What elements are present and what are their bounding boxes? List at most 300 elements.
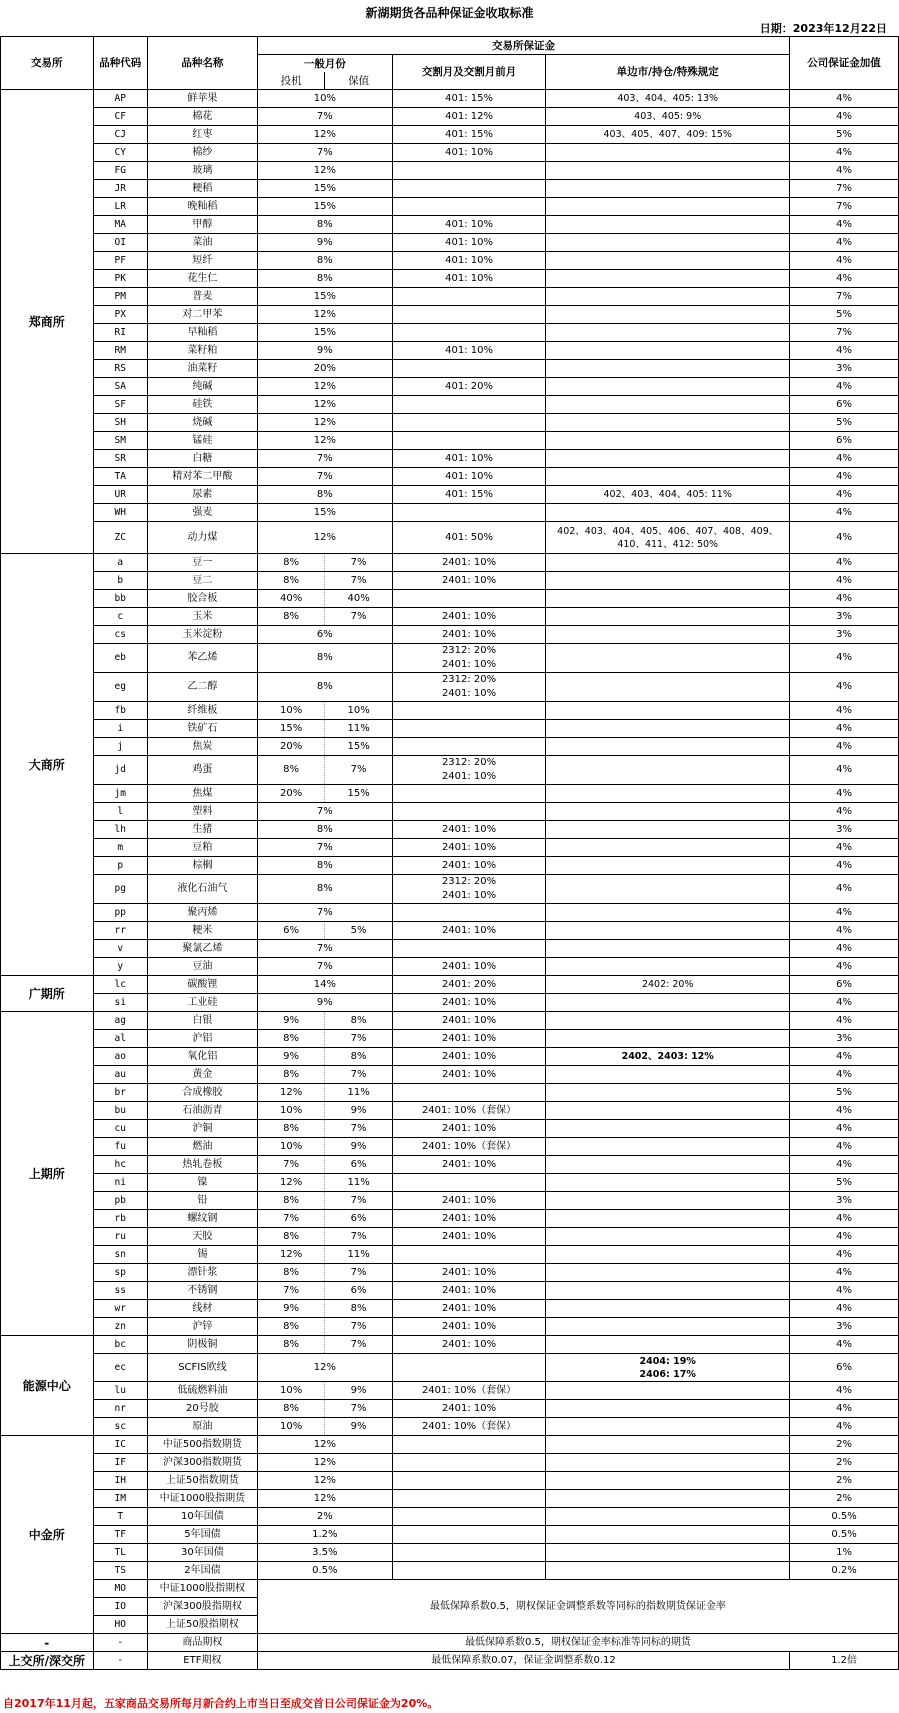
speculation-margin: 8% bbox=[257, 608, 324, 626]
product-code: rr bbox=[93, 922, 147, 940]
company-add: 4% bbox=[790, 940, 899, 958]
product-name: 甲醇 bbox=[147, 216, 257, 234]
speculation-margin: 7% bbox=[257, 1282, 324, 1300]
delivery-month-margin: 401: 50% bbox=[392, 522, 545, 554]
exchange-name: 上期所 bbox=[1, 1012, 94, 1336]
product-code: FG bbox=[93, 162, 147, 180]
product-code: HO bbox=[93, 1616, 147, 1634]
company-add: 4% bbox=[790, 108, 899, 126]
table-row bbox=[1, 468, 899, 486]
special-rule bbox=[546, 1174, 790, 1192]
speculation-margin: 6% bbox=[257, 922, 324, 940]
delivery-month-margin bbox=[392, 1544, 545, 1562]
product-code: bb bbox=[93, 590, 147, 608]
delivery-month-margin: 401: 10% bbox=[392, 450, 545, 468]
table-row bbox=[1, 1508, 899, 1526]
company-add: 4% bbox=[790, 162, 899, 180]
speculation-margin: 10% bbox=[257, 702, 324, 720]
company-add: 4% bbox=[790, 234, 899, 252]
company-add: 4% bbox=[790, 803, 899, 821]
delivery-month-margin: 2401: 10% bbox=[392, 821, 545, 839]
delivery-month-margin bbox=[392, 1526, 545, 1544]
delivery-month-margin: 2401: 10% bbox=[392, 554, 545, 572]
footer-note: 自2017年11月起，五家商品交易所每月新合约上市当日至成交首日公司保证金为20%。 bbox=[3, 1697, 439, 1710]
product-code: lc bbox=[93, 976, 147, 994]
product-name: 30年国债 bbox=[147, 1544, 257, 1562]
company-add: 4% bbox=[790, 1228, 899, 1246]
product-code: IM bbox=[93, 1490, 147, 1508]
special-rule bbox=[546, 1300, 790, 1318]
company-add: 4% bbox=[790, 1210, 899, 1228]
product-name: 沪深300指数期货 bbox=[147, 1454, 257, 1472]
product-code: ru bbox=[93, 1228, 147, 1246]
special-rule: 2404: 19% 2406: 17% bbox=[546, 1354, 790, 1382]
product-name: 中证1000股指期货 bbox=[147, 1490, 257, 1508]
table-row bbox=[1, 1436, 899, 1454]
general-margin: 6% bbox=[257, 626, 392, 644]
delivery-month-margin: 2401: 10% bbox=[392, 1030, 545, 1048]
product-code: nr bbox=[93, 1400, 147, 1418]
product-code: au bbox=[93, 1066, 147, 1084]
delivery-month-margin bbox=[392, 198, 545, 216]
hedge-margin: 8% bbox=[325, 1300, 392, 1318]
special-rule bbox=[546, 450, 790, 468]
company-add: 5% bbox=[790, 1084, 899, 1102]
product-name: 胶合板 bbox=[147, 590, 257, 608]
product-name: 花生仁 bbox=[147, 270, 257, 288]
special-rule bbox=[546, 554, 790, 572]
hedge-margin: 11% bbox=[325, 1246, 392, 1264]
company-add: 3% bbox=[790, 821, 899, 839]
product-code: OI bbox=[93, 234, 147, 252]
company-add: 4% bbox=[790, 839, 899, 857]
product-code: AP bbox=[93, 90, 147, 108]
general-margin: 12% bbox=[257, 1436, 392, 1454]
general-margin: 12% bbox=[257, 378, 392, 396]
speculation-margin: 9% bbox=[257, 1300, 324, 1318]
product-code: SA bbox=[93, 378, 147, 396]
speculation-margin: 8% bbox=[257, 572, 324, 590]
special-rule bbox=[546, 1318, 790, 1336]
special-rule: 403、404、405: 13% bbox=[546, 90, 790, 108]
exchange-name: 上交所/深交所 bbox=[1, 1652, 94, 1670]
table-row bbox=[1, 1490, 899, 1508]
company-add: 0.2% bbox=[790, 1562, 899, 1580]
table-row bbox=[1, 994, 899, 1012]
general-margin: 15% bbox=[257, 324, 392, 342]
company-add: 4% bbox=[790, 673, 899, 702]
table-row bbox=[1, 108, 899, 126]
special-rule bbox=[546, 785, 790, 803]
product-name: 红枣 bbox=[147, 126, 257, 144]
company-add: 4% bbox=[790, 857, 899, 875]
general-margin: 12% bbox=[257, 1490, 392, 1508]
speculation-margin: 8% bbox=[257, 1400, 324, 1418]
speculation-margin: 20% bbox=[257, 738, 324, 756]
delivery-month-margin: 401: 15% bbox=[392, 486, 545, 504]
hedge-margin: 6% bbox=[325, 1210, 392, 1228]
product-code: SM bbox=[93, 432, 147, 450]
product-code: ss bbox=[93, 1282, 147, 1300]
general-margin: 12% bbox=[257, 522, 392, 554]
special-rule bbox=[546, 1102, 790, 1120]
product-code: v bbox=[93, 940, 147, 958]
product-name: 白银 bbox=[147, 1012, 257, 1030]
delivery-month-margin: 2401: 10%（套保） bbox=[392, 1382, 545, 1400]
table-row bbox=[1, 126, 899, 144]
special-rule bbox=[546, 1264, 790, 1282]
speculation-margin: 10% bbox=[257, 1138, 324, 1156]
product-code: i bbox=[93, 720, 147, 738]
special-rule bbox=[546, 1526, 790, 1544]
special-rule bbox=[546, 324, 790, 342]
special-rule bbox=[546, 432, 790, 450]
product-code: TL bbox=[93, 1544, 147, 1562]
product-code: RI bbox=[93, 324, 147, 342]
general-margin: 12% bbox=[257, 396, 392, 414]
special-rule bbox=[546, 1472, 790, 1490]
hedge-margin: 7% bbox=[325, 1228, 392, 1246]
general-margin: 10% bbox=[257, 90, 392, 108]
company-add: 4% bbox=[790, 720, 899, 738]
table-row bbox=[1, 324, 899, 342]
company-add: 4% bbox=[790, 904, 899, 922]
product-code: c bbox=[93, 608, 147, 626]
table-row bbox=[1, 432, 899, 450]
hedge-margin: 11% bbox=[325, 1174, 392, 1192]
special-rule bbox=[546, 590, 790, 608]
product-code: IC bbox=[93, 1436, 147, 1454]
company-add: 4% bbox=[790, 1156, 899, 1174]
company-add: 4% bbox=[790, 1382, 899, 1400]
delivery-month-margin: 2401: 10% bbox=[392, 857, 545, 875]
table-row bbox=[1, 1354, 899, 1382]
product-code: - bbox=[93, 1634, 147, 1652]
special-rule bbox=[546, 378, 790, 396]
product-code: jd bbox=[93, 756, 147, 785]
special-rule bbox=[546, 234, 790, 252]
table-row bbox=[1, 1012, 899, 1030]
special-rule bbox=[546, 252, 790, 270]
speculation-margin: 8% bbox=[257, 1192, 324, 1210]
product-code: ao bbox=[93, 1048, 147, 1066]
product-name: 2年国债 bbox=[147, 1562, 257, 1580]
product-code: IH bbox=[93, 1472, 147, 1490]
delivery-month-margin: 2401: 10% bbox=[392, 994, 545, 1012]
delivery-month-margin bbox=[392, 738, 545, 756]
exchange-name: 广期所 bbox=[1, 976, 94, 1012]
delivery-month-margin bbox=[392, 940, 545, 958]
hedge-margin: 7% bbox=[325, 1336, 392, 1354]
delivery-month-margin: 2401: 10% bbox=[392, 1048, 545, 1066]
company-add: 4% bbox=[790, 504, 899, 522]
general-margin: 15% bbox=[257, 180, 392, 198]
special-rule bbox=[546, 720, 790, 738]
table-row bbox=[1, 720, 899, 738]
company-add: 4% bbox=[790, 468, 899, 486]
product-name: 乙二醇 bbox=[147, 673, 257, 702]
product-name: 合成橡胶 bbox=[147, 1084, 257, 1102]
exchange-name: - bbox=[1, 1634, 94, 1652]
table-row bbox=[1, 162, 899, 180]
delivery-month-margin: 2401: 10% bbox=[392, 1264, 545, 1282]
product-name: 玉米淀粉 bbox=[147, 626, 257, 644]
special-rule bbox=[546, 673, 790, 702]
delivery-month-margin: 2401: 10% bbox=[392, 1210, 545, 1228]
product-code: - bbox=[93, 1652, 147, 1670]
delivery-month-margin: 2401: 10% bbox=[392, 1336, 545, 1354]
special-rule bbox=[546, 821, 790, 839]
product-name: SCFIS欧线 bbox=[147, 1354, 257, 1382]
product-name: 铁矿石 bbox=[147, 720, 257, 738]
table-row bbox=[1, 1246, 899, 1264]
hedge-margin: 40% bbox=[325, 590, 392, 608]
general-margin: 0.5% bbox=[257, 1562, 392, 1580]
product-name: 塑料 bbox=[147, 803, 257, 821]
company-add: 0.5% bbox=[790, 1508, 899, 1526]
table-row bbox=[1, 673, 899, 702]
product-code: m bbox=[93, 839, 147, 857]
special-rule bbox=[546, 504, 790, 522]
general-margin: 7% bbox=[257, 940, 392, 958]
speculation-margin: 40% bbox=[257, 590, 324, 608]
company-add: 4% bbox=[790, 958, 899, 976]
table-row bbox=[1, 1336, 899, 1354]
table-row bbox=[1, 1562, 899, 1580]
speculation-margin: 9% bbox=[257, 1048, 324, 1066]
hedge-margin: 7% bbox=[325, 1030, 392, 1048]
general-margin: 2% bbox=[257, 1508, 392, 1526]
product-name: 白糖 bbox=[147, 450, 257, 468]
hedge-margin: 8% bbox=[325, 1048, 392, 1066]
product-name: 豆二 bbox=[147, 572, 257, 590]
speculation-margin: 8% bbox=[257, 1318, 324, 1336]
table-row bbox=[1, 252, 899, 270]
speculation-margin: 12% bbox=[257, 1174, 324, 1192]
delivery-month-margin: 2401: 10% bbox=[392, 572, 545, 590]
exchange-name: 大商所 bbox=[1, 554, 94, 976]
table-row bbox=[1, 1048, 899, 1066]
general-margin: 7% bbox=[257, 904, 392, 922]
hedge-margin: 9% bbox=[325, 1382, 392, 1400]
product-code: y bbox=[93, 958, 147, 976]
speculation-margin: 7% bbox=[257, 1210, 324, 1228]
product-name: 10年国债 bbox=[147, 1508, 257, 1526]
product-code: eb bbox=[93, 644, 147, 673]
special-rule bbox=[546, 1138, 790, 1156]
delivery-month-margin: 2312: 20% 2401: 10% bbox=[392, 756, 545, 785]
delivery-month-margin: 401: 10% bbox=[392, 144, 545, 162]
table-row bbox=[1, 1652, 899, 1670]
table-row bbox=[1, 626, 899, 644]
delivery-month-margin bbox=[392, 1490, 545, 1508]
general-margin: 12% bbox=[257, 432, 392, 450]
company-add: 4% bbox=[790, 1300, 899, 1318]
company-add: 7% bbox=[790, 180, 899, 198]
delivery-month-margin bbox=[392, 785, 545, 803]
special-rule bbox=[546, 414, 790, 432]
special-rule bbox=[546, 1400, 790, 1418]
product-code: ag bbox=[93, 1012, 147, 1030]
header-exchange-margin: 交易所保证金 bbox=[257, 37, 789, 55]
product-name: 黄金 bbox=[147, 1066, 257, 1084]
delivery-month-margin: 401: 15% bbox=[392, 90, 545, 108]
special-rule bbox=[546, 1490, 790, 1508]
company-add: 4% bbox=[790, 378, 899, 396]
hedge-margin: 7% bbox=[325, 554, 392, 572]
product-code: br bbox=[93, 1084, 147, 1102]
table-row bbox=[1, 414, 899, 432]
company-add: 4% bbox=[790, 702, 899, 720]
product-code: PF bbox=[93, 252, 147, 270]
product-code: TF bbox=[93, 1526, 147, 1544]
table-row bbox=[1, 504, 899, 522]
special-rule bbox=[546, 1120, 790, 1138]
general-margin: 12% bbox=[257, 1472, 392, 1490]
delivery-month-margin bbox=[392, 590, 545, 608]
general-margin: 7% bbox=[257, 803, 392, 821]
table-row bbox=[1, 1030, 899, 1048]
delivery-month-margin bbox=[392, 1454, 545, 1472]
general-margin: 15% bbox=[257, 288, 392, 306]
product-code: a bbox=[93, 554, 147, 572]
product-name: 中证1000股指期权 bbox=[147, 1580, 257, 1598]
product-code: lh bbox=[93, 821, 147, 839]
general-margin: 1.2% bbox=[257, 1526, 392, 1544]
date-label: 日期：2023年12月22日 bbox=[759, 22, 887, 35]
special-rule bbox=[546, 994, 790, 1012]
table-row bbox=[1, 1580, 899, 1598]
hedge-margin: 6% bbox=[325, 1156, 392, 1174]
table-row bbox=[1, 198, 899, 216]
company-add: 4% bbox=[790, 270, 899, 288]
delivery-month-margin bbox=[392, 162, 545, 180]
product-name: 精对苯二甲酸 bbox=[147, 468, 257, 486]
product-name: 生猪 bbox=[147, 821, 257, 839]
delivery-month-margin bbox=[392, 360, 545, 378]
product-name: 阴极铜 bbox=[147, 1336, 257, 1354]
company-add: 2% bbox=[790, 1490, 899, 1508]
speculation-margin: 10% bbox=[257, 1382, 324, 1400]
delivery-month-margin bbox=[392, 504, 545, 522]
special-rule: 2402、2403: 12% bbox=[546, 1048, 790, 1066]
product-name: 棕榈 bbox=[147, 857, 257, 875]
hedge-margin: 6% bbox=[325, 1282, 392, 1300]
company-add: 4% bbox=[790, 342, 899, 360]
special-rule: 402、403、404、405: 11% bbox=[546, 486, 790, 504]
company-add: 2% bbox=[790, 1454, 899, 1472]
product-code: p bbox=[93, 857, 147, 875]
product-name: 氧化铝 bbox=[147, 1048, 257, 1066]
company-add: 4% bbox=[790, 922, 899, 940]
table-row bbox=[1, 785, 899, 803]
hedge-margin: 9% bbox=[325, 1138, 392, 1156]
table-row bbox=[1, 875, 899, 904]
delivery-month-margin: 2312: 20% 2401: 10% bbox=[392, 644, 545, 673]
special-rule bbox=[546, 1012, 790, 1030]
product-code: MA bbox=[93, 216, 147, 234]
general-margin: 12% bbox=[257, 306, 392, 324]
product-name: 聚丙烯 bbox=[147, 904, 257, 922]
page-title: 新湖期货各品种保证金收取标准 bbox=[365, 6, 534, 20]
header-hedge: 保值 bbox=[325, 72, 392, 90]
product-code: fu bbox=[93, 1138, 147, 1156]
delivery-month-margin: 401: 10% bbox=[392, 216, 545, 234]
company-add: 4% bbox=[790, 875, 899, 904]
table-row bbox=[1, 1102, 899, 1120]
product-name: 螺纹钢 bbox=[147, 1210, 257, 1228]
delivery-month-margin: 2401: 10%（套保） bbox=[392, 1102, 545, 1120]
hedge-margin: 7% bbox=[325, 756, 392, 785]
table-row bbox=[1, 922, 899, 940]
delivery-month-margin: 401: 10% bbox=[392, 252, 545, 270]
delivery-month-margin: 401: 10% bbox=[392, 342, 545, 360]
product-name: 纯碱 bbox=[147, 378, 257, 396]
speculation-margin: 12% bbox=[257, 1084, 324, 1102]
speculation-margin: 8% bbox=[257, 1066, 324, 1084]
special-rule bbox=[546, 803, 790, 821]
product-code: PK bbox=[93, 270, 147, 288]
table-row bbox=[1, 1174, 899, 1192]
product-name: 石油沥青 bbox=[147, 1102, 257, 1120]
table-row bbox=[1, 1264, 899, 1282]
special-rule bbox=[546, 644, 790, 673]
general-margin: 9% bbox=[257, 342, 392, 360]
company-add: 7% bbox=[790, 288, 899, 306]
special-rule bbox=[546, 1436, 790, 1454]
hedge-margin: 10% bbox=[325, 702, 392, 720]
special-rule bbox=[546, 216, 790, 234]
product-code: ni bbox=[93, 1174, 147, 1192]
table-row bbox=[1, 1634, 899, 1652]
product-code: UR bbox=[93, 486, 147, 504]
table-row bbox=[1, 803, 899, 821]
company-add: 4% bbox=[790, 1246, 899, 1264]
table-row bbox=[1, 1192, 899, 1210]
general-margin: 12% bbox=[257, 1454, 392, 1472]
special-rule: 402、403、404、405、406、407、408、409、410、411、412: 50% bbox=[546, 522, 790, 554]
product-name: 豆一 bbox=[147, 554, 257, 572]
options-note: 最低保障系数0.5，期权保证金率标准等同标的期货 bbox=[257, 1634, 898, 1652]
delivery-month-margin: 2401: 10% bbox=[392, 1156, 545, 1174]
product-name: 晚籼稻 bbox=[147, 198, 257, 216]
general-margin: 15% bbox=[257, 504, 392, 522]
special-rule bbox=[546, 1066, 790, 1084]
product-code: hc bbox=[93, 1156, 147, 1174]
product-name: 上证50股指期权 bbox=[147, 1616, 257, 1634]
options-note: 最低保障系数0.5，期权保证金调整系数等同标的指数期货保证金率 bbox=[257, 1580, 898, 1634]
company-add: 0.5% bbox=[790, 1526, 899, 1544]
options-note: 最低保障系数0.07，保证金调整系数0.12 bbox=[257, 1652, 789, 1670]
special-rule bbox=[546, 1508, 790, 1526]
general-margin: 9% bbox=[257, 234, 392, 252]
company-add: 3% bbox=[790, 608, 899, 626]
company-add: 1% bbox=[790, 1544, 899, 1562]
product-code: SR bbox=[93, 450, 147, 468]
product-code: sc bbox=[93, 1418, 147, 1436]
delivery-month-margin bbox=[392, 702, 545, 720]
table-row bbox=[1, 90, 899, 108]
header-exchange: 交易所 bbox=[1, 37, 94, 90]
special-rule: 403、405: 9% bbox=[546, 108, 790, 126]
delivery-month-margin: 2401: 20% bbox=[392, 976, 545, 994]
product-name: 动力煤 bbox=[147, 522, 257, 554]
product-code: b bbox=[93, 572, 147, 590]
special-rule bbox=[546, 940, 790, 958]
special-rule bbox=[546, 922, 790, 940]
product-name: 焦炭 bbox=[147, 738, 257, 756]
table-row bbox=[1, 1418, 899, 1436]
